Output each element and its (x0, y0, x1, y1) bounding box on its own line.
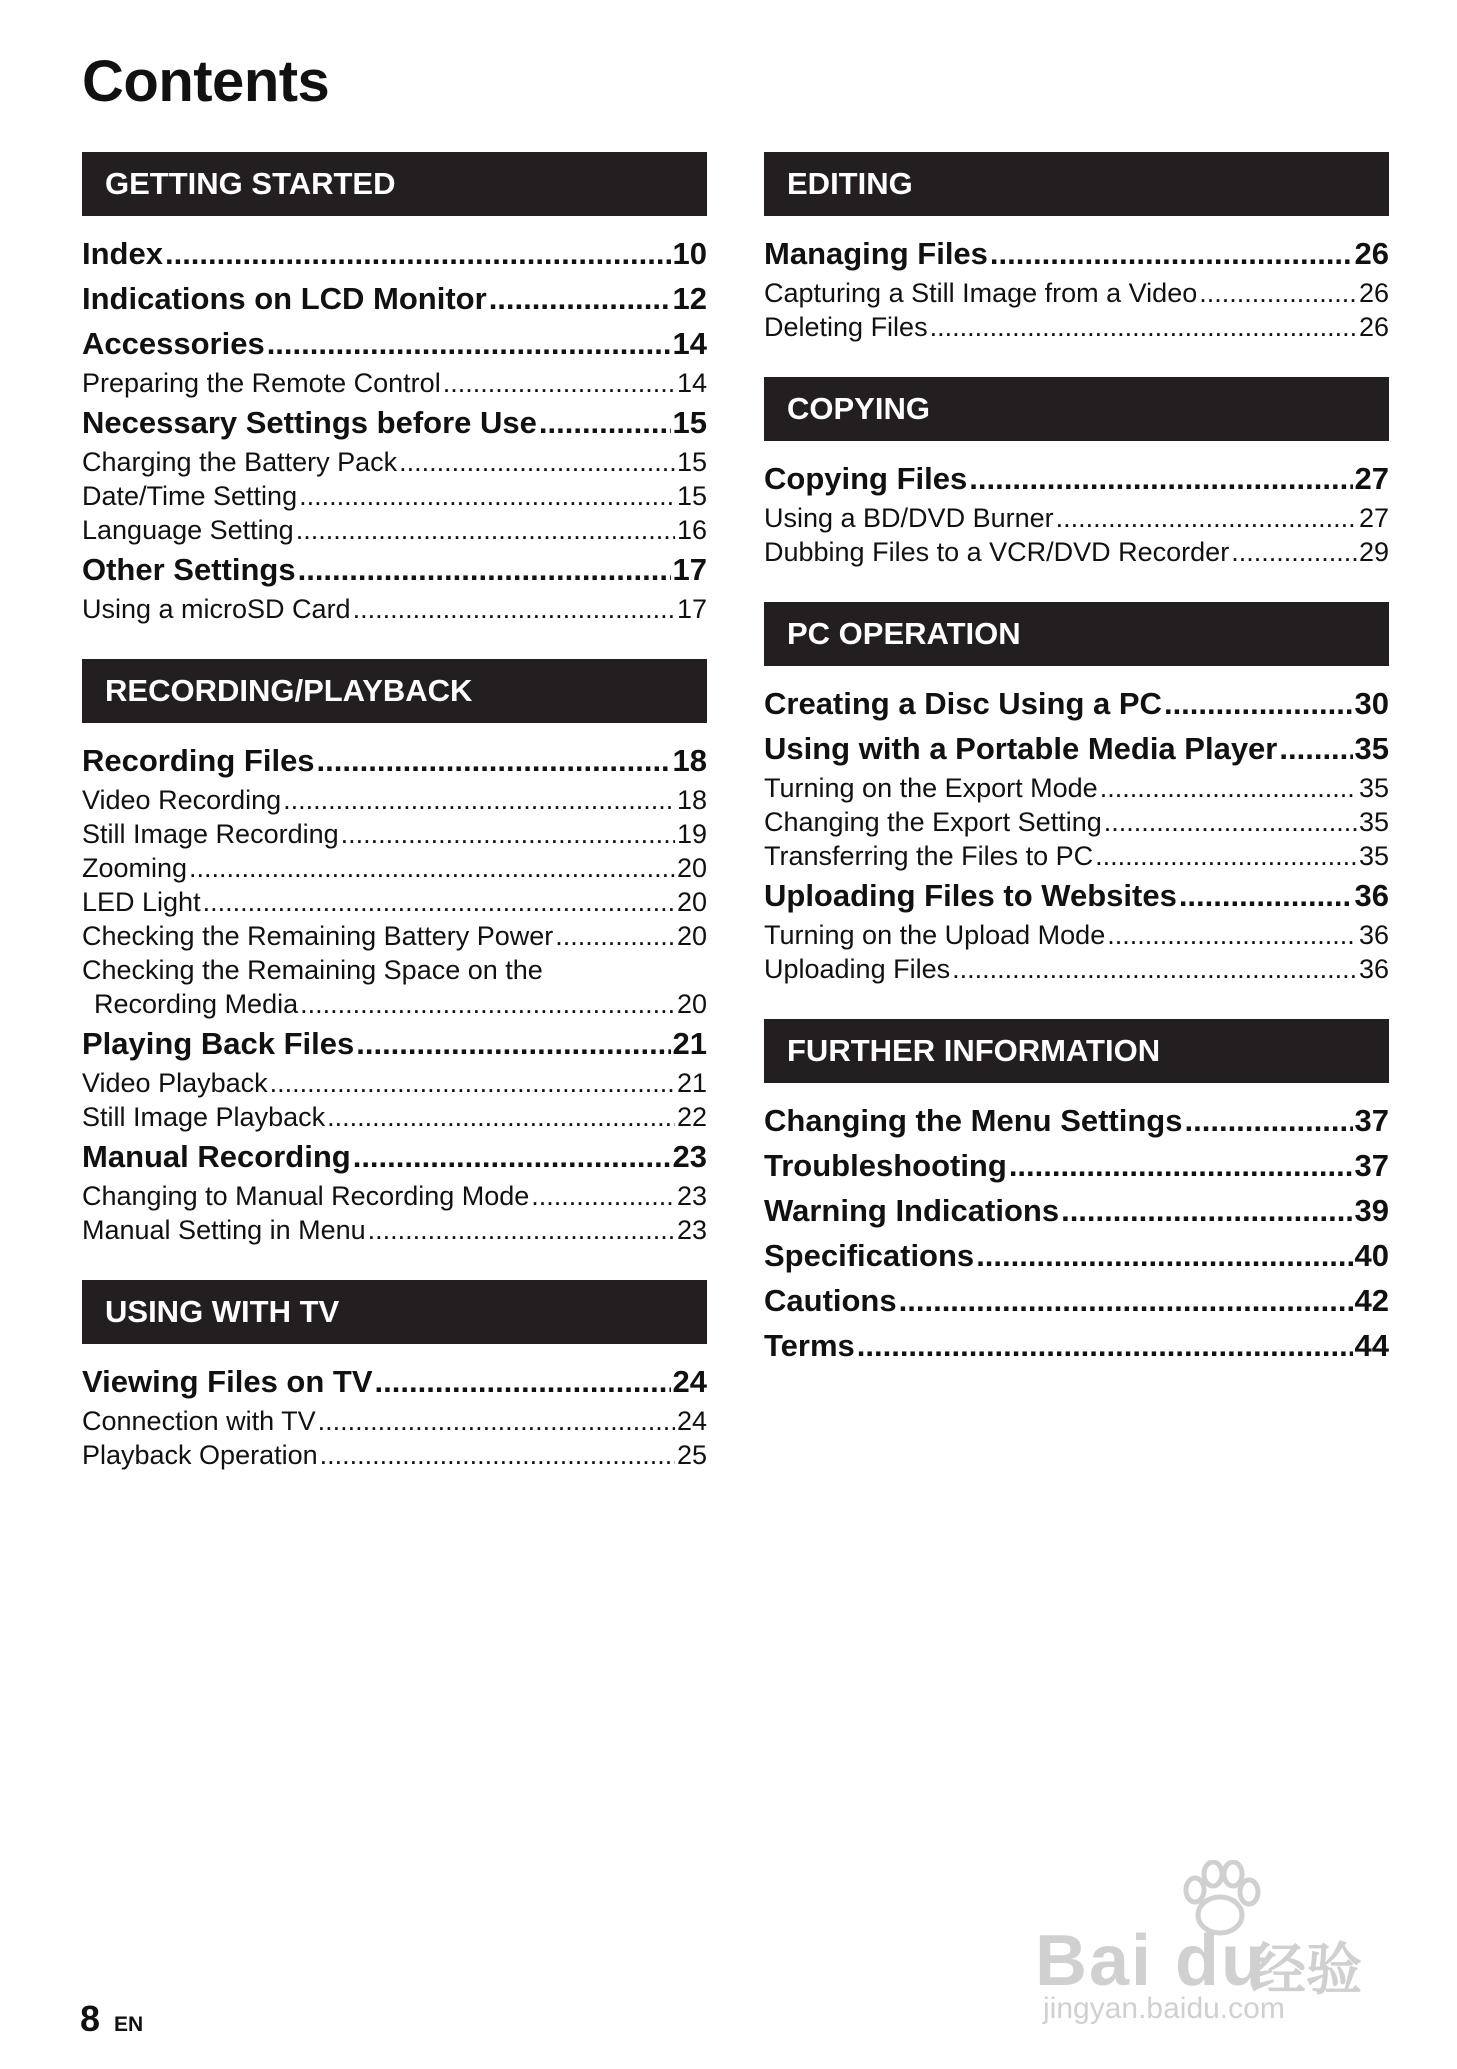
toc-section (82, 1280, 707, 1472)
entry-page: 35 (1358, 773, 1389, 803)
entry-title: Language Setting (82, 515, 294, 545)
entry-title: Viewing Files on TV (82, 1364, 373, 1399)
entry-title: Still Image Playback (82, 1102, 326, 1132)
entry-title: Recording Media (94, 989, 299, 1019)
entry-page: 20 (676, 853, 707, 883)
dot-leader (368, 1213, 675, 1247)
dot-leader (298, 547, 671, 592)
entry-title: Changing to Manual Recording Mode (82, 1181, 530, 1211)
entry-title: Using a BD/DVD Burner (764, 503, 1054, 533)
entry-title: LED Light (82, 887, 201, 917)
toc-sub-entry[interactable] (82, 1438, 707, 1472)
dot-leader (555, 919, 675, 953)
section-header: FURTHER INFORMATION (764, 1019, 1389, 1083)
entry-page: 24 (676, 1406, 707, 1436)
entry-title: Date/Time Setting (82, 481, 298, 511)
page-footer (80, 1998, 143, 2040)
dot-leader (356, 1021, 670, 1066)
entry-page: 44 (1354, 1328, 1389, 1363)
toc-main-entry[interactable] (764, 456, 1389, 501)
section-header: RECORDING/PLAYBACK (82, 659, 707, 723)
entry-title: Cautions (764, 1283, 897, 1318)
section-header: USING WITH TV (82, 1280, 707, 1344)
toc-sub-entry[interactable] (82, 783, 707, 817)
dot-leader (1199, 276, 1357, 310)
entry-page: 18 (672, 743, 707, 778)
entry-page: 26 (1358, 312, 1389, 342)
toc-sub-entry[interactable] (82, 366, 707, 400)
left-column (82, 152, 707, 1505)
entry-title: Dubbing Files to a VCR/DVD Recorder (764, 537, 1230, 567)
entry-page: 39 (1354, 1193, 1389, 1228)
dot-leader (531, 1179, 675, 1213)
entry-page: 36 (1358, 920, 1389, 950)
toc-section (764, 602, 1389, 986)
entry-page: 25 (676, 1440, 707, 1470)
toc-sub-entry[interactable] (82, 851, 707, 885)
entry-title: Zooming (82, 853, 188, 883)
toc-section (82, 152, 707, 626)
entry-page: 42 (1354, 1283, 1389, 1318)
toc-main-entry[interactable] (82, 547, 707, 592)
entry-page: 20 (676, 887, 707, 917)
entry-page: 36 (1354, 878, 1389, 913)
entry-title: Deleting Files (764, 312, 928, 342)
toc-sub-entry[interactable] (82, 1213, 707, 1247)
entry-title: Creating a Disc Using a PC (764, 686, 1162, 721)
toc-main-entry[interactable] (764, 1278, 1389, 1323)
dot-leader (270, 1066, 675, 1100)
dot-leader (539, 400, 671, 445)
dot-leader (976, 1233, 1352, 1278)
section-header: GETTING STARTED (82, 152, 707, 216)
entry-page: 26 (1354, 236, 1389, 271)
watermark-logo: Bai du (1035, 1921, 1268, 2001)
toc-sub-entry[interactable] (764, 771, 1389, 805)
dot-leader (283, 783, 675, 817)
baidu-watermark (1035, 1860, 1375, 2025)
toc-sub-entry[interactable]: Checking the Remaining Space on the (82, 955, 543, 985)
dot-leader (443, 366, 675, 400)
entry-page: 12 (672, 281, 707, 316)
entry-page: 23 (676, 1181, 707, 1211)
toc-sub-entry[interactable] (82, 885, 707, 919)
entry-title: Indications on LCD Monitor (82, 281, 487, 316)
toc-sub-entry[interactable] (764, 952, 1389, 986)
entry-page: 35 (1358, 841, 1389, 871)
toc-main-entry[interactable] (764, 1233, 1389, 1278)
entry-title: Using with a Portable Media Player (764, 731, 1278, 766)
entry-title: Still Image Recording (82, 819, 339, 849)
dot-leader (317, 738, 671, 783)
entry-title: Connection with TV (82, 1406, 316, 1436)
section-header: EDITING (764, 152, 1389, 216)
toc-sub-entry[interactable] (82, 592, 707, 626)
dot-leader (375, 1359, 671, 1404)
toc-main-entry[interactable] (82, 400, 707, 445)
entry-title: Checking the Remaining Battery Power (82, 921, 554, 951)
dot-leader (1185, 1098, 1353, 1143)
entry-page: 15 (676, 481, 707, 511)
dot-leader (1095, 839, 1357, 873)
entry-title: Using a microSD Card (82, 594, 351, 624)
dot-leader (353, 592, 675, 626)
entry-page: 19 (676, 819, 707, 849)
dot-leader (327, 1100, 675, 1134)
dot-leader (267, 321, 671, 366)
toc-section (764, 1019, 1389, 1368)
entry-title: Uploading Files to Websites (764, 878, 1177, 913)
toc-main-entry[interactable] (764, 1188, 1389, 1233)
toc-sub-entry[interactable] (82, 479, 707, 513)
dot-leader (189, 851, 675, 885)
entry-page: 21 (676, 1068, 707, 1098)
entry-title: Playback Operation (82, 1440, 318, 1470)
entry-page: 23 (672, 1139, 707, 1174)
entry-page: 37 (1354, 1148, 1389, 1183)
dot-leader (1061, 1188, 1352, 1233)
entry-page: 21 (672, 1026, 707, 1061)
dot-leader (299, 479, 675, 513)
language-code: EN (114, 2013, 144, 2036)
toc-main-entry[interactable] (82, 1021, 707, 1066)
entry-page: 23 (676, 1215, 707, 1245)
dot-leader (969, 456, 1352, 501)
toc-sub-entry[interactable] (764, 535, 1389, 569)
entry-page: 16 (676, 515, 707, 545)
entry-title: Turning on the Upload Mode (764, 920, 1106, 950)
dot-leader (990, 231, 1353, 276)
entry-page: 20 (676, 921, 707, 951)
entry-page: 27 (1354, 461, 1389, 496)
dot-leader (341, 817, 675, 851)
toc-section (764, 152, 1389, 344)
dot-leader (300, 987, 675, 1021)
toc-sub-entry[interactable] (764, 918, 1389, 952)
dot-leader (952, 952, 1357, 986)
entry-title: Copying Files (764, 461, 968, 496)
dot-leader (1107, 918, 1357, 952)
toc-main-entry[interactable] (764, 726, 1389, 771)
dot-leader (899, 1278, 1353, 1323)
entry-title: Playing Back Files (82, 1026, 355, 1061)
entry-title: Terms (764, 1328, 855, 1363)
entry-title: Uploading Files (764, 954, 951, 984)
toc-main-entry[interactable] (764, 1143, 1389, 1188)
toc-sub-entry[interactable] (82, 919, 707, 953)
dot-leader (353, 1134, 671, 1179)
entry-title: Troubleshooting (764, 1148, 1007, 1183)
toc-sub-entry[interactable] (82, 1179, 707, 1213)
toc-sub-entry[interactable] (82, 513, 707, 547)
entry-page: 36 (1358, 954, 1389, 984)
dot-leader (1009, 1143, 1353, 1188)
toc-main-entry[interactable] (82, 276, 707, 321)
page-number: 8 (80, 1998, 101, 2039)
entry-page: 14 (676, 368, 707, 398)
entry-title: Accessories (82, 326, 265, 361)
entry-page: 35 (1358, 807, 1389, 837)
section-header: COPYING (764, 377, 1389, 441)
toc-sub-entry[interactable] (82, 817, 707, 851)
toc-main-entry[interactable] (764, 873, 1389, 918)
entry-page: 40 (1354, 1238, 1389, 1273)
entry-page: 37 (1354, 1103, 1389, 1138)
entry-title: Recording Files (82, 743, 315, 778)
toc-sub-entry[interactable] (82, 445, 707, 479)
entry-title: Capturing a Still Image from a Video (764, 278, 1198, 308)
toc-sub-entry[interactable] (764, 310, 1389, 344)
entry-page: 15 (676, 447, 707, 477)
entry-page: 15 (672, 405, 707, 440)
toc-main-entry[interactable] (764, 231, 1389, 276)
entry-title: Manual Recording (82, 1139, 351, 1174)
toc-sub-entry[interactable] (82, 1066, 707, 1100)
entry-title: Video Playback (82, 1068, 268, 1098)
entry-page: 18 (676, 785, 707, 815)
entry-page: 27 (1358, 503, 1389, 533)
entry-page: 17 (672, 552, 707, 587)
dot-leader (203, 885, 675, 919)
section-header: PC OPERATION (764, 602, 1389, 666)
dot-leader (165, 231, 671, 276)
toc-sub-entry[interactable] (82, 1100, 707, 1134)
toc-main-entry[interactable] (764, 1323, 1389, 1368)
dot-leader (399, 445, 675, 479)
entry-title: Other Settings (82, 552, 296, 587)
toc-sub-entry[interactable] (764, 805, 1389, 839)
dot-leader (857, 1323, 1353, 1368)
toc-sub-entry[interactable] (82, 1404, 707, 1438)
dot-leader (1056, 501, 1357, 535)
entry-title: Managing Files (764, 236, 988, 271)
dot-leader (1100, 771, 1357, 805)
entry-title: Specifications (764, 1238, 975, 1273)
right-column (764, 152, 1389, 1401)
toc-main-entry[interactable] (82, 738, 707, 783)
entry-page: 26 (1358, 278, 1389, 308)
entry-page: 35 (1354, 731, 1389, 766)
entry-page: 10 (672, 236, 707, 271)
entry-page: 22 (676, 1102, 707, 1132)
dot-leader (320, 1438, 675, 1472)
entry-page: 29 (1358, 537, 1389, 567)
entry-title: Preparing the Remote Control (82, 368, 441, 398)
dot-leader (318, 1404, 675, 1438)
toc-sub-entry[interactable] (764, 501, 1389, 535)
entry-title: Charging the Battery Pack (82, 447, 398, 477)
toc-sub-entry[interactable] (764, 276, 1389, 310)
entry-title: Changing the Menu Settings (764, 1103, 1183, 1138)
toc-sub-entry[interactable] (764, 839, 1389, 873)
entry-title: Changing the Export Setting (764, 807, 1102, 837)
dot-leader (930, 310, 1357, 344)
toc-section (82, 659, 707, 1247)
entry-page: 24 (672, 1364, 707, 1399)
dot-leader (1231, 535, 1357, 569)
toc-main-entry[interactable] (82, 1359, 707, 1404)
entry-page: 20 (676, 989, 707, 1019)
dot-leader (1179, 873, 1353, 918)
entry-title: Manual Setting in Menu (82, 1215, 366, 1245)
toc-main-entry[interactable] (764, 681, 1389, 726)
toc-main-entry[interactable] (82, 1134, 707, 1179)
entry-title: Turning on the Export Mode (764, 773, 1098, 803)
dot-leader (1104, 805, 1357, 839)
dot-leader (1279, 726, 1352, 771)
dot-leader (1164, 681, 1353, 726)
entry-title: Index (82, 236, 163, 271)
dot-leader (296, 513, 675, 547)
entry-title: Necessary Settings before Use (82, 405, 537, 440)
entry-title: Transferring the Files to PC (764, 841, 1094, 871)
dot-leader (489, 276, 671, 321)
entry-title: Video Recording (82, 785, 282, 815)
toc-main-entry[interactable] (764, 1098, 1389, 1143)
watermark-cn: 经验 (1250, 1938, 1362, 2001)
entry-page: 30 (1354, 686, 1389, 721)
entry-page: 14 (672, 326, 707, 361)
page-title: Contents (82, 49, 330, 114)
entry-title: Warning Indications (764, 1193, 1060, 1228)
watermark-url: jingyan.baidu.com (1043, 1992, 1285, 2025)
entry-page: 17 (676, 594, 707, 624)
toc-section (764, 377, 1389, 569)
toc-main-entry[interactable] (82, 321, 707, 366)
toc-sub-entry-continuation[interactable] (82, 987, 707, 1021)
toc-main-entry[interactable] (82, 231, 707, 276)
